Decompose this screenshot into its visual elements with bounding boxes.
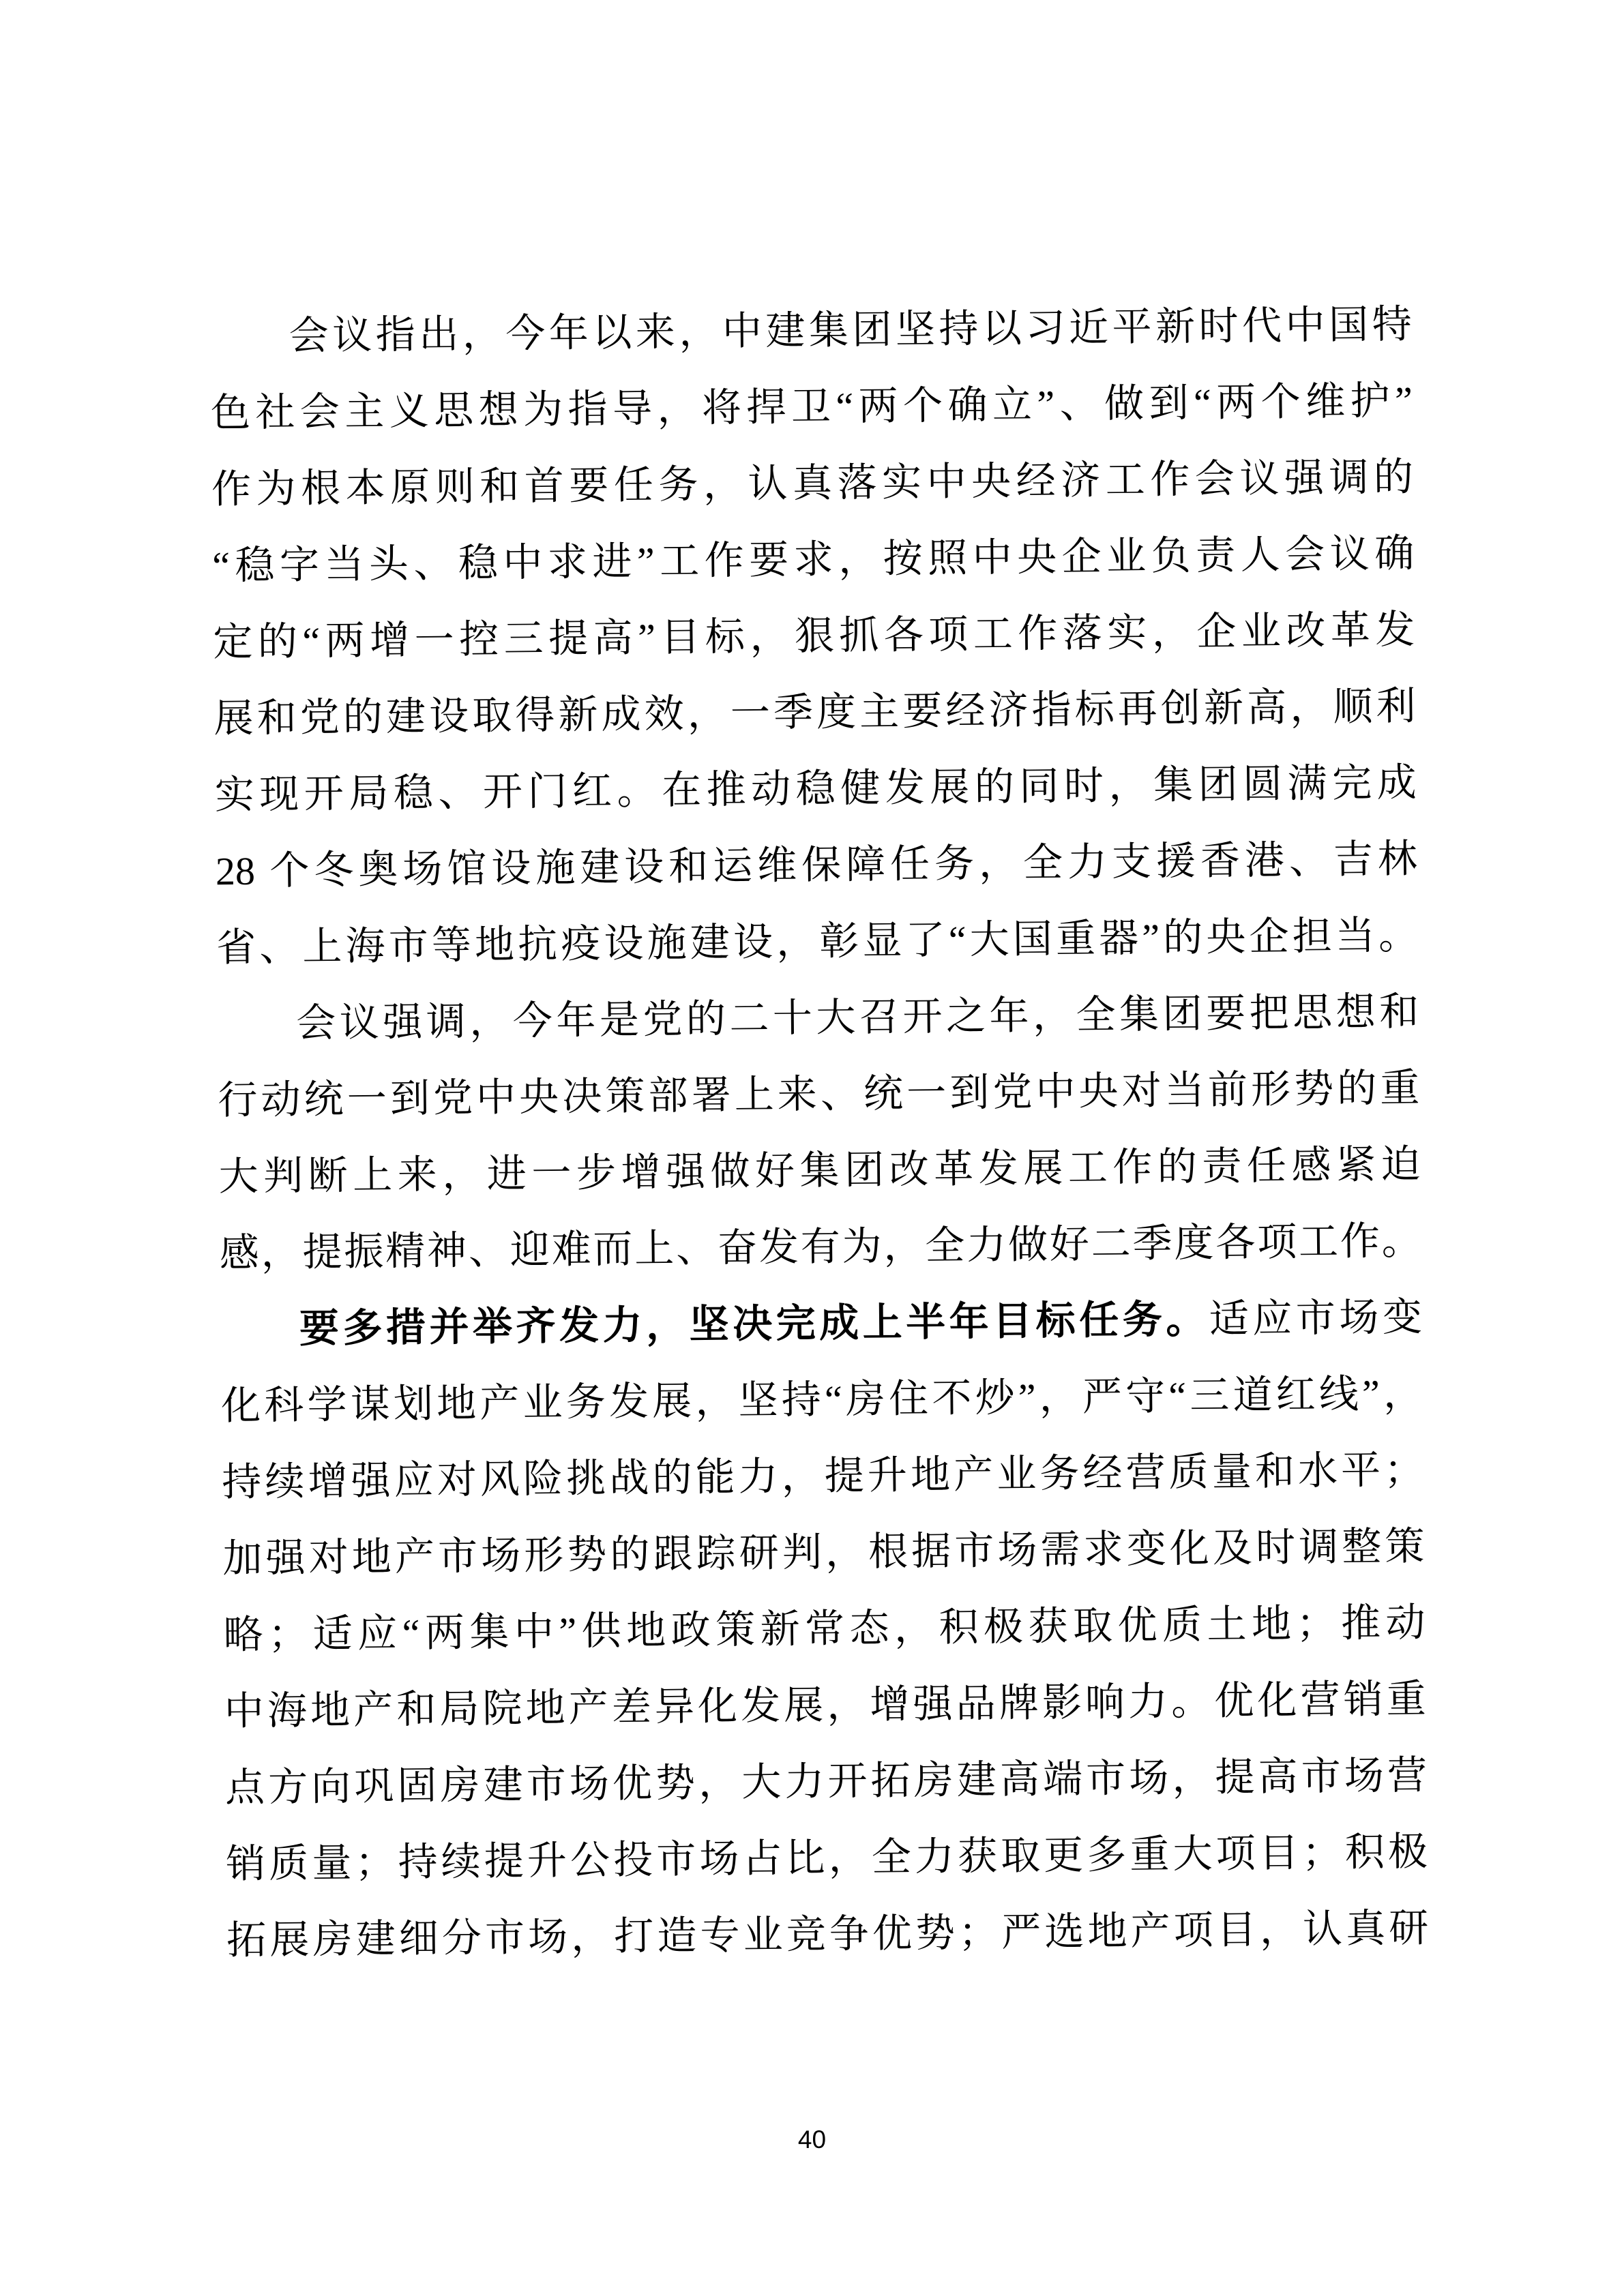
text-line: 中海地产和局院地产差异化发展，增强品牌影响力。优化营销重 [224,1676,1427,1734]
text-line: “稳字当头、稳中求进”工作要求，按照中央企业负责人会议确 [211,531,1415,588]
bold-emphasis-text: 要多措并举齐发力，坚决完成上半年目标任务。 [299,1297,1210,1351]
text-line: 省、上海市等地抗疫设施建设，彰显了“大国重器”的央企担当。 [216,912,1419,970]
text-line: 会议强调，今年是党的二十大召开之年，全集团要把思想和 [295,989,1419,1046]
text-line: 略；适应“两集中”供地政策新常态，积极获取优质土地；推动 [223,1600,1426,1658]
paragraph-3 [220,1279,1428,1979]
text-line: 大判断上来，进一步增强做好集团改革发展工作的责任感紧迫 [218,1142,1421,1199]
text-line: 28 个冬奥场馆设施建设和运维保障任务，全力支援香港、吉林 [215,836,1418,894]
regular-text: 适应市场变 [1209,1294,1423,1342]
text-line: 作为根本原则和首要任务，认真落实中央经济工作会议强调的 [211,454,1414,512]
document-body [209,286,1429,1979]
text-line: 展和党的建设取得新成效，一季度主要经济指标再创新高，顺利 [213,683,1416,741]
paragraph-2 [217,974,1422,1292]
text-line: 定的“两增一控三提高”目标，狠抓各项工作落实，企业改革发 [213,607,1415,665]
text-line: 色社会主义思想为指导，将捍卫“两个确立”、做到“两个维护” [210,378,1413,436]
text-line: 化科学谋划地产业务发展，坚持“房住不炒”，严守“三道红线”， [220,1371,1423,1429]
text-line: 加强对地产市场形势的跟踪研判，根据市场需求变化及时调整策 [222,1523,1425,1581]
text-line: 行动统一到党中央决策部署上来、统一到党中央对当前形势的重 [218,1065,1420,1123]
text-line: 持续增强应对风险挑战的能力，提升地产业务经营质量和水平； [221,1447,1424,1505]
text-line: 实现开局稳、开门红。在推动稳健发展的同时，集团圆满完成 [214,760,1417,818]
text-line [220,1279,1422,1368]
text-line: 销质量；持续提升公投市场占比，全力获取更多重大项目；积极 [225,1829,1428,1887]
page-number: 40 [797,2126,827,2153]
text-line: 拓展房建细分市场，打造专业竞争优势；严选地产项目，认真研 [226,1905,1429,1963]
paragraph-1 [209,286,1418,986]
text-line: 会议指出，今年以来，中建集团坚持以习近平新时代中国特 [289,301,1412,359]
text-line: 点方向巩固房建市场优势，大力开拓房建高端市场，提高市场营 [224,1753,1428,1810]
text-line: 感，提振精神、迎难而上、奋发有为，全力做好二季度各项工作。 [219,1218,1422,1276]
